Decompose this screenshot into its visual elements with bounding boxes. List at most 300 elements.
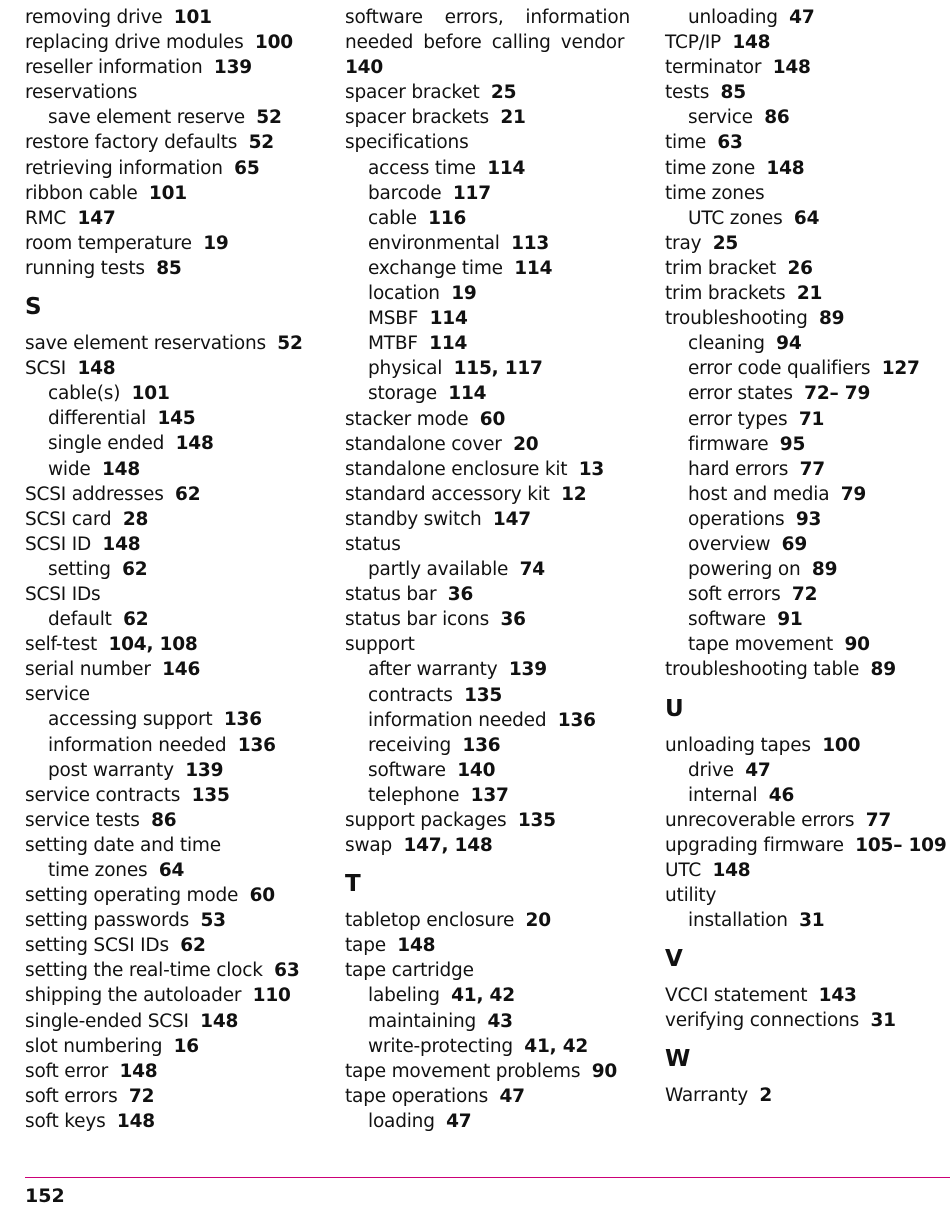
page-ref: 100 [822,734,861,756]
page-ref: 148 [116,1110,155,1132]
index-term: differential [48,408,147,430]
page-ref: 89 [870,659,896,681]
index-term: hard errors [688,458,789,480]
index-term: running tests [25,257,145,279]
page-ref: 63 [717,132,743,154]
page-ref: 104, 108 [108,634,198,656]
index-term: tabletop enclosure [345,910,515,932]
index-term: status [345,533,401,555]
index-term: firmware [688,433,769,455]
index-subentry [665,457,950,482]
index-term: tape operations [345,1085,489,1107]
index-entry [665,231,950,256]
section-letter: V [665,946,683,973]
index-entry [25,883,320,908]
index-term: swap [345,835,393,857]
index-subentry [665,783,950,808]
page-ref: 79 [840,483,867,505]
index-subentry [345,983,630,1008]
index-term: unloading tapes [665,734,811,756]
index-columns [0,5,950,1165]
page-ref: 41, 42 [451,985,515,1007]
index-term: standalone enclosure kit [345,458,568,480]
index-entry [345,1059,630,1084]
index-term: setting passwords [25,910,190,932]
page-ref: 135 [517,810,556,831]
page-ref: 148 [101,458,141,480]
page-ref: 47 [745,759,771,781]
index-term: SCSI card [25,508,112,530]
page-ref: 147, 148 [403,835,493,857]
index-term: save element reservations [25,333,266,355]
page-ref: 89 [819,308,845,330]
page-ref: 114 [448,383,487,405]
index-entry [25,482,320,507]
index-entry [25,331,320,356]
index-subentry [345,281,630,306]
index-entry [665,883,950,908]
page-ref: 62 [180,935,206,957]
page-ref: 60 [479,408,506,430]
index-term: time zones [665,182,765,204]
index-entry [665,808,950,833]
index-term: service [688,107,753,129]
index-term: accessing support [48,709,213,731]
page-ref: 139 [185,759,224,781]
index-term: Warranty [665,1085,748,1107]
page-ref: 148 [772,57,811,79]
page-ref: 47 [446,1110,472,1132]
page-ref: 52 [256,107,282,129]
page-ref: 86 [151,809,177,831]
index-term: barcode [368,182,442,204]
index-term: soft error [25,1060,109,1082]
index-term: internal [688,784,758,806]
index-term: support packages [345,810,507,831]
page-ref: 148 [200,1010,239,1032]
page-ref: 85 [720,82,746,104]
index-subentry [665,356,950,381]
index-term: SCSI addresses [25,483,164,505]
page-ref: 93 [795,508,822,530]
page-ref: 136 [223,709,262,731]
index-column-2 [345,5,630,1134]
page-ref: 62 [123,609,149,631]
index-entry [345,432,630,457]
page-ref: 90 [844,634,870,656]
index-entry [665,306,950,331]
index-term: trim bracket [665,257,777,279]
page-ref: 63 [274,960,300,982]
index-subentry [345,657,630,682]
index-term: tape movement problems [345,1060,581,1082]
page-ref: 69 [781,533,807,555]
index-term: tray [665,232,702,254]
page-ref: 19 [451,283,477,305]
index-entry [25,933,320,958]
page-ref: 12 [561,483,587,505]
index-term: UTC [665,860,702,881]
index-entry [25,231,320,256]
page-ref: 146 [162,659,201,681]
page-ref: 21 [500,107,526,129]
page-ref: 41, 42 [524,1035,589,1057]
index-entry [25,632,320,657]
page-ref: 31 [870,1010,896,1032]
index-subentry [25,105,320,130]
page-ref: 100 [254,32,293,54]
index-term: specifications [345,132,469,154]
page-ref: 113 [511,232,550,254]
index-entry [25,5,320,30]
index-term: error types [688,408,788,430]
index-entry [25,130,320,155]
index-entry [25,532,320,557]
index-subentry [25,733,320,758]
index-entry [25,1109,320,1134]
index-entry [25,55,320,80]
index-term: software [368,759,446,781]
page-ref: 47 [789,7,815,28]
index-term: setting operating mode [25,885,239,907]
index-entry [345,607,630,632]
index-term: location [368,283,440,305]
index-subentry [665,482,950,507]
page-ref: 43 [487,1010,513,1032]
index-term: spacer brackets [345,107,489,129]
page-ref: 16 [173,1035,199,1057]
page-ref: 135 [191,784,230,806]
index-subentry [25,557,320,582]
page-ref: 148 [77,358,116,380]
index-entry [665,281,950,306]
page-ref: 116 [428,207,467,229]
page-ref: 36 [500,609,526,631]
index-entry [25,1009,320,1034]
index-term: shipping the autoloader [25,985,242,1007]
index-term: error states [688,383,793,405]
index-subentry [345,231,630,256]
page-ref: 148 [175,433,214,455]
page-ref: 114 [429,333,468,355]
index-subentry [665,758,950,783]
index-subentry [345,156,630,181]
page-ref: 72 [791,584,818,606]
index-term: standby switch [345,508,482,530]
page-ref: 64 [158,860,185,881]
index-subentry [25,431,320,456]
index-entry [345,958,630,983]
page-ref: 114 [487,157,526,179]
index-term: software errors, information needed before calling vendor [345,7,630,54]
index-term: soft errors [688,584,781,606]
index-term: trim brackets [665,283,786,305]
index-term: unloading [688,7,778,28]
index-term: wide [48,458,91,480]
index-term: write-protecting [368,1035,513,1057]
index-entry [665,657,950,682]
page-ref: 46 [768,784,795,806]
index-term: room temperature [25,232,192,254]
page-ref: 136 [557,709,596,731]
index-subentry [665,532,950,557]
index-subentry [665,632,950,657]
index-term: setting the real-time clock [25,960,263,982]
index-term: spacer bracket [345,82,480,104]
index-subentry [345,733,630,758]
index-term: ribbon cable [25,182,138,204]
index-term: terminator [665,57,762,79]
section-letter: S [25,294,42,321]
index-term: soft errors [25,1085,118,1107]
index-subentry [665,381,950,406]
index-term: after warranty [368,659,498,681]
index-term: save element reserve [48,107,245,129]
index-entry [665,30,950,55]
index-entry [345,632,630,657]
page-ref: 2 [759,1085,773,1107]
page-ref: 148 [102,533,141,555]
index-entry [25,983,320,1008]
index-subentry [665,432,950,457]
index-term: self-test [25,634,98,656]
index-term: utility [665,885,717,907]
index-subentry [345,783,630,808]
index-term: setting [48,558,111,580]
page-ref: 86 [764,107,790,129]
page-ref: 148 [119,1060,158,1082]
page-ref: 101 [173,7,212,28]
index-term: labeling [368,985,440,1007]
index-entry [665,833,950,858]
index-term: access time [368,157,476,179]
index-entry [345,5,630,80]
index-term: MSBF [368,308,419,330]
index-term: VCCI statement [665,985,808,1007]
index-subentry [25,406,320,431]
index-entry [25,908,320,933]
index-term: slot numbering [25,1035,163,1057]
index-entry [25,657,320,682]
index-column-1 [25,5,320,1134]
index-term: reservations [25,82,138,104]
section-letter: W [665,1046,691,1073]
index-entry [665,80,950,105]
index-entry [665,1008,950,1033]
index-subentry [665,908,950,933]
index-term: exchange time [368,257,503,279]
index-term: replacing drive modules [25,32,244,54]
page-ref: 60 [249,885,275,907]
page-ref: 114 [514,257,553,279]
index-subentry [345,381,630,406]
index-term: MTBF [368,333,418,355]
index-term: operations [688,508,785,530]
index-term: powering on [688,559,801,581]
index-column-3 [665,5,950,1109]
page-ref: 140 [457,759,496,781]
index-subentry [345,1034,630,1059]
page-ref: 65 [234,157,260,179]
index-entry [665,130,950,155]
page-ref: 148 [732,32,771,54]
index-term: loading [368,1110,435,1132]
index-entry [25,356,320,381]
index-subentry [665,331,950,356]
index-term: maintaining [368,1010,477,1032]
page-ref: 136 [237,734,276,756]
index-subentry [665,105,950,130]
page-ref: 117 [452,182,491,204]
page-ref: 19 [203,232,229,254]
index-entry [25,256,320,281]
index-term: telephone [368,784,460,806]
index-term: retrieving information [25,157,223,179]
index-term: setting date and time [25,834,221,856]
index-term: information needed [368,709,547,731]
index-term: cable(s) [48,383,121,405]
index-subentry [665,557,950,582]
index-term: stacker mode [345,408,469,430]
page-ref: 91 [777,609,803,631]
page-ref: 25 [490,82,517,104]
page-ref: 26 [787,257,813,279]
index-term: partly available [368,559,509,581]
index-subentry [665,407,950,432]
index-term: cleaning [688,333,765,355]
index-entry [25,808,320,833]
index-entry [345,582,630,607]
page-ref: 25 [712,232,739,254]
index-term: drive [688,759,734,781]
index-subentry [25,858,320,883]
index-term: service tests [25,809,140,831]
index-term: status bar icons [345,609,490,631]
index-entry [345,130,630,155]
index-entry [345,933,630,958]
index-subentry [345,306,630,331]
index-term: troubleshooting [665,308,808,330]
page-ref: 62 [122,558,148,580]
index-term: overview [688,533,771,555]
index-entry [345,507,630,532]
index-entry [25,507,320,532]
index-entry [25,582,320,607]
index-entry [345,908,630,933]
index-term: tape cartridge [345,960,474,982]
index-subentry [345,1109,630,1134]
index-entry [665,983,950,1008]
index-subentry [25,758,320,783]
page-ref: 20 [513,433,539,455]
page-ref: 136 [462,734,501,756]
index-term: verifying connections [665,1010,860,1032]
page-ref: 139 [213,57,252,79]
index-term: troubleshooting table [665,659,860,681]
page-ref: 101 [148,182,187,204]
index-entry [25,1034,320,1059]
index-term: time [665,132,706,154]
index-entry [345,482,630,507]
page-ref: 140 [345,57,384,79]
index-entry [345,808,630,833]
index-subentry [665,582,950,607]
page-ref: 13 [578,458,605,480]
index-entry [665,181,950,206]
index-entry [345,105,630,130]
index-subentry [25,707,320,732]
page-ref: 148 [712,860,751,881]
index-term: service [25,684,90,706]
index-term: tape [345,935,386,957]
index-term: receiving [368,734,452,756]
index-entry [25,1084,320,1109]
index-entry [25,181,320,206]
index-term: TCP/IP [665,32,721,54]
page-ref: 74 [519,559,545,581]
index-term: soft keys [25,1110,106,1132]
page-ref: 139 [508,659,547,681]
index-entry [345,457,630,482]
index-term: UTC zones [688,207,783,229]
index-entry [665,55,950,80]
page-number: 152 [25,1185,65,1207]
index-term: status bar [345,584,437,606]
page-ref: 20 [525,910,551,932]
index-term: unrecoverable errors [665,809,855,831]
index-term: SCSI [25,358,67,380]
index-entry [345,532,630,557]
page-ref: 52 [277,333,303,355]
index-entry [665,858,950,883]
index-entry [665,156,950,181]
index-term: software [688,609,766,631]
index-entry [345,833,630,858]
page-ref: 95 [779,433,806,455]
index-entry [665,733,950,758]
page-ref: 28 [122,508,149,530]
index-entry [25,206,320,231]
page-ref: 62 [175,483,201,505]
page-ref: 114 [429,308,468,330]
index-term: physical [368,358,443,380]
page-ref: 21 [796,283,823,305]
index-entry [25,958,320,983]
index-subentry [25,457,320,482]
page-ref: 101 [131,383,170,405]
page-ref: 36 [447,584,474,606]
index-term: post warranty [48,759,174,781]
page-ref: 77 [865,809,892,831]
index-subentry [25,381,320,406]
index-entry [665,256,950,281]
index-term: storage [368,383,437,405]
page-ref: 94 [776,333,802,355]
index-subentry [345,758,630,783]
index-subentry [345,1009,630,1034]
index-term: contracts [368,684,453,706]
index-subentry [25,607,320,632]
index-term: information needed [48,734,227,756]
page-ref: 90 [591,1060,618,1082]
index-term: default [48,609,112,631]
index-term: installation [688,910,788,932]
page-ref: 85 [156,257,182,279]
index-subentry [665,206,950,231]
index-subentry [665,5,950,30]
index-subentry [345,331,630,356]
page-ref: 52 [248,132,274,154]
